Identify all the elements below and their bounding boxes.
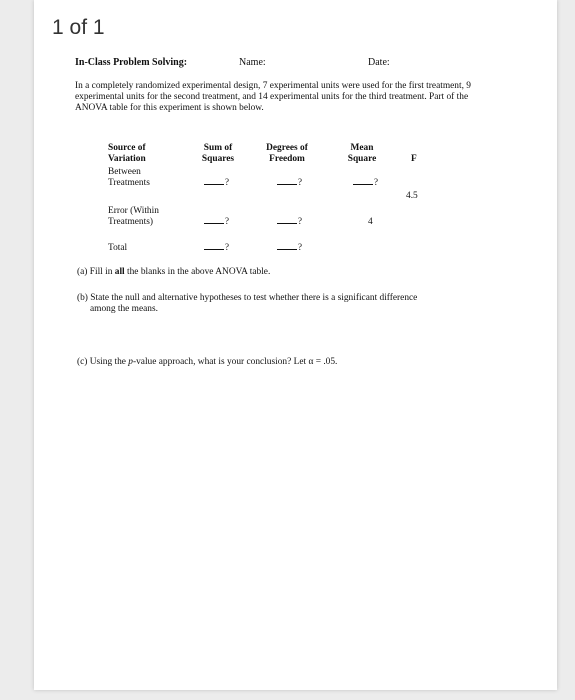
worksheet-title: In-Class Problem Solving:: [75, 57, 188, 68]
header-degrees-of-freedom: Degrees of Freedom: [266, 143, 308, 164]
question-a: (a) Fill in all the blanks in the above ANOVA table.: [77, 267, 271, 277]
row-label-error-within: Error (Within Treatments): [108, 206, 159, 227]
blank-ss-error: ?: [204, 216, 229, 226]
ms-value-error: 4: [368, 217, 373, 227]
blank-df-total: ?: [277, 242, 302, 252]
row-label-total: Total: [108, 243, 128, 253]
blank-ss-total: ?: [204, 242, 229, 252]
f-value-between: 4.5: [406, 191, 418, 201]
problem-intro: In a completely randomized experimental design, 7 experimental units were used for the first treatment, 9 experimental units for the second treatment, and 14 experimental units for the third treatment. Part of the ANOVA table for this experiment is shown below.: [75, 81, 471, 113]
blank-df-between: ?: [277, 177, 302, 187]
page-counter: 1 of 1: [52, 16, 105, 39]
question-b: (b) State the null and alternative hypotheses to test whether there is a significant difference among the means.: [77, 293, 418, 314]
header-mean-square: Mean Square: [347, 143, 377, 164]
blank-ss-between: ?: [204, 177, 229, 187]
date-label: Date:: [368, 57, 390, 68]
header-sum-of-squares: Sum of Squares: [201, 143, 235, 164]
header-f: F: [411, 154, 417, 164]
row-label-between-treatments: Between Treatments: [108, 167, 150, 188]
question-c: (c) Using the p-value approach, what is your conclusion? Let α = .05.: [77, 357, 338, 367]
blank-df-error: ?: [277, 216, 302, 226]
blank-ms-between: ?: [353, 177, 378, 187]
header-source: Source of Variation: [108, 143, 146, 164]
document-page: [34, 0, 557, 690]
name-label: Name:: [239, 57, 266, 68]
